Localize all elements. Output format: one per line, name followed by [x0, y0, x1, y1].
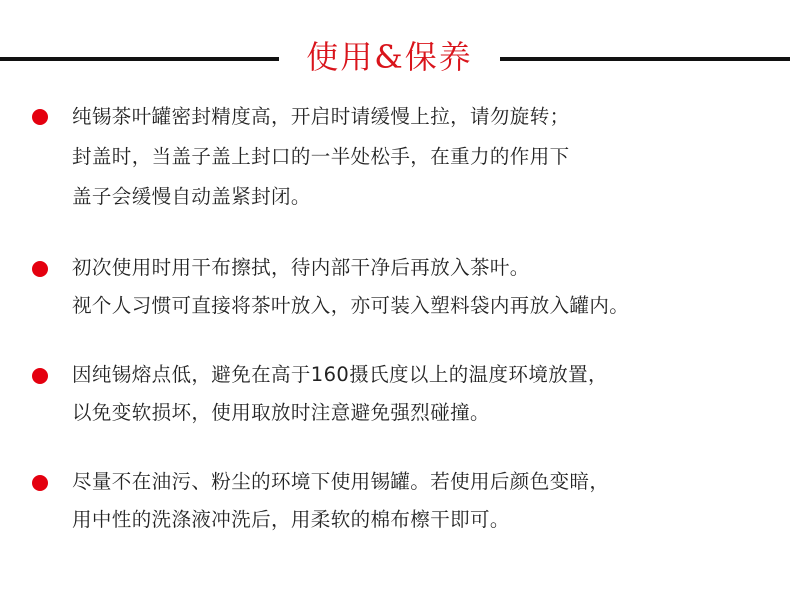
bullet-dot-icon [32, 261, 48, 277]
care-text-line: 盖子会缓慢自动盖紧封闭。 [72, 185, 311, 208]
section-header [0, 33, 790, 81]
care-text-line: 纯锡茶叶罐密封精度高，开启时请缓慢上拉，请勿旋转； [72, 105, 570, 128]
care-text-line: 因纯锡熔点低，避免在高于160摄氏度以上的温度环境放置， [72, 363, 608, 386]
header-rule-right [500, 57, 790, 61]
bullet-dot-icon [32, 109, 48, 125]
page-title: 使用&保养 [306, 38, 473, 76]
care-text-line: 封盖时，当盖子盖上封口的一半处松手，在重力的作用下 [72, 145, 570, 168]
header-rule-left [0, 57, 279, 61]
care-text-line: 以免变软损坏，使用取放时注意避免强烈碰撞。 [72, 401, 490, 424]
care-text-line: 尽量不在油污、粉尘的环境下使用锡罐。若使用后颜色变暗， [72, 470, 610, 493]
care-text-line: 视个人习惯可直接将茶叶放入，亦可装入塑料袋内再放入罐内。 [72, 294, 630, 317]
care-text-line: 初次使用时用干布擦拭，待内部干净后再放入茶叶。 [72, 256, 530, 279]
bullet-dot-icon [32, 368, 48, 384]
bullet-dot-icon [32, 475, 48, 491]
care-text-line: 用中性的洗涤液冲洗后，用柔软的棉布檫干即可。 [72, 508, 510, 531]
